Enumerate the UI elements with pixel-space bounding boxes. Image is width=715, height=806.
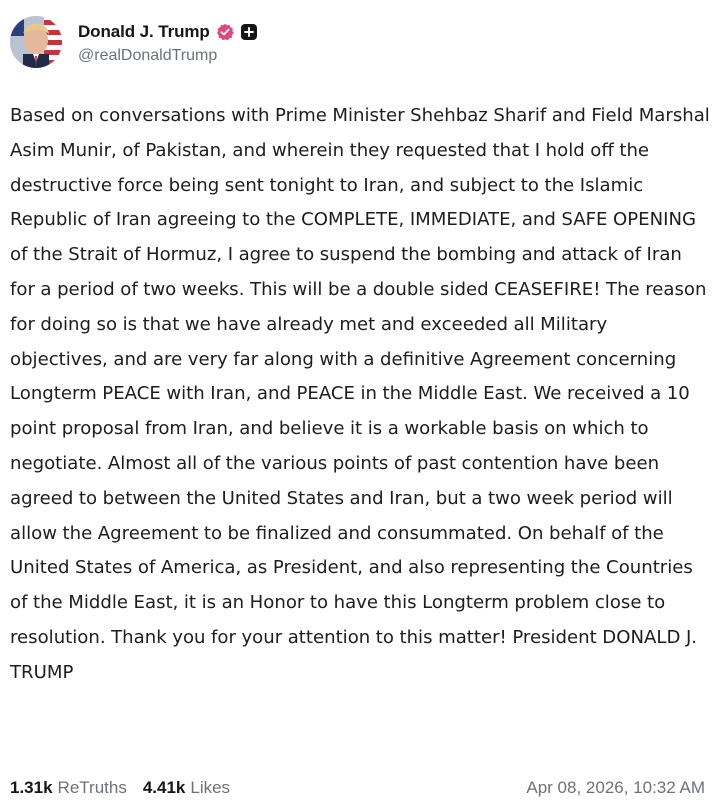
retruths-count: 1.31k [10,778,53,797]
plus-square-icon [240,23,258,41]
verified-badge-icon [216,23,234,41]
post-header [10,14,258,70]
avatar[interactable] [10,16,62,68]
retruths-label: ReTruths [57,778,127,797]
likes-label: Likes [190,778,231,797]
post-footer [10,774,705,802]
author-handle[interactable]: @realDonaldTrump [78,46,218,64]
likes-count: 4.41k [142,778,186,797]
author-display-name[interactable]: Donald J. Trump [78,21,210,41]
retruths-stat[interactable] [10,778,127,798]
avatar-image [10,16,62,68]
post-body: Based on conversations with Prime Minister Shehbaz Sharif and Field Marshal Asim Munir, of Pakistan, and wherein they requested that I hold off the destructive force being sent tonight to Iran, and subject to the Islamic Republic of Iran agreeing to the COMPLETE, IMMEDIATE, and SAFE OPENING of the Strait of Hormuz, I agree to suspend the bombing and attack of Iran for a period of two weeks. This will be a double sided CEASEFIRE! The reason for doing so is that we have already met and exceeded all Military objectives, and are very far along with a definitive Agreement concerning Longterm PEACE with Iran, and PEACE in the Middle East. We received a 10 point proposal from Iran, and believe it is a workable basis on which to negotiate. Almost all of the various points of past contention have been agreed to between the United States and Iran, but a two week period will allow the Agreement to be finalized and consummated. On behalf of the United States of America, as President, and also representing the Countries of the Middle East, it is an Honor to have this Longterm problem close to resolution. Thank you for your attention to this matter! President DONALD J. TRUMP [10,105,710,683]
likes-stat[interactable] [143,778,230,798]
author-identity [78,20,258,65]
post-timestamp[interactable]: Apr 08, 2026, 10:32 AM [526,778,705,797]
author-name-row [78,20,258,44]
